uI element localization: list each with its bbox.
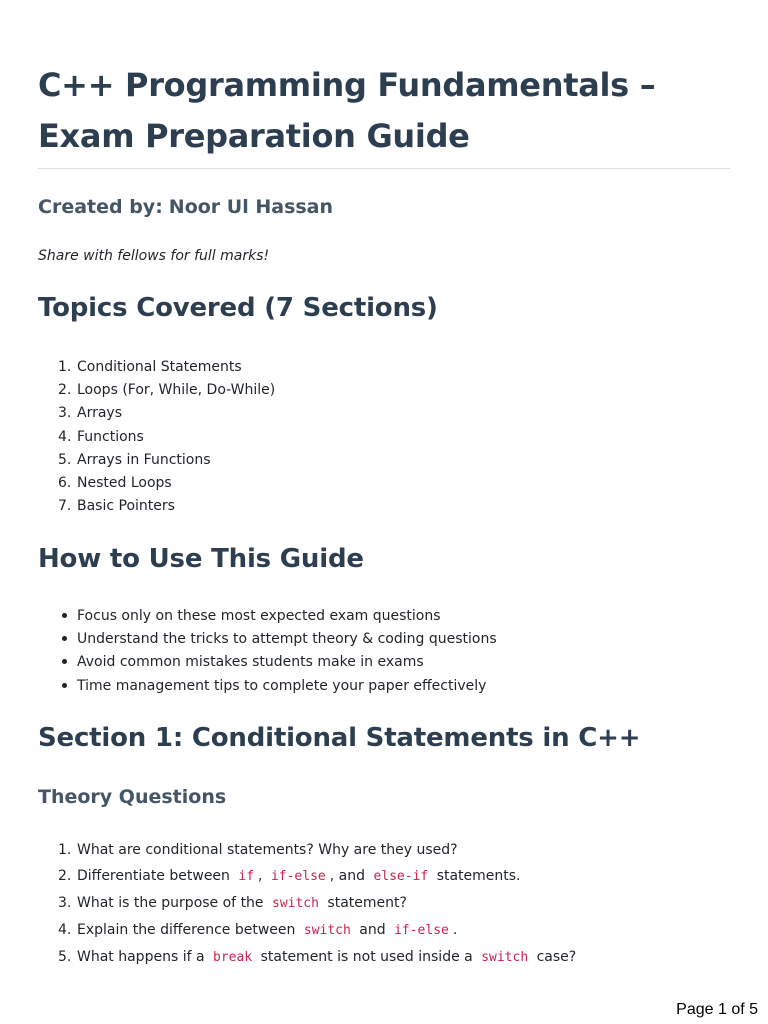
list-item: 1. Conditional Statements <box>58 359 242 375</box>
question-item: 1. What are conditional statements? Why are they used? <box>58 842 458 858</box>
list-item: 7. Basic Pointers <box>58 498 175 515</box>
section-1-heading: Section 1: Conditional Statements in C++ <box>38 723 641 753</box>
tagline: Share with fellows for full marks! <box>38 248 270 264</box>
list-item: Understand the tricks to attempt theory & coding questions <box>38 628 730 651</box>
code-break: break <box>213 950 253 965</box>
list-item: Focus only on these most expected exam questions <box>38 605 730 628</box>
how-to-use-heading: How to Use This Guide <box>38 544 364 574</box>
bullet-icon <box>62 659 67 664</box>
question-item: 3. What is the purpose of the switch statement? <box>58 895 407 911</box>
theory-questions-heading: Theory Questions <box>38 786 227 808</box>
author-label: Created by: <box>38 196 163 218</box>
list-item: 5. Arrays in Functions <box>58 451 211 468</box>
list-item: 2. Loops (For, While, Do-While) <box>58 382 276 399</box>
question-item: 2. Differentiate between if , if-else , and else-if statements. <box>58 868 521 884</box>
theory-questions-list <box>38 837 730 971</box>
author-name: Noor Ul Hassan <box>168 196 334 218</box>
bullet-icon <box>62 613 67 618</box>
code-switch: switch <box>303 923 351 938</box>
list-item: 6. Nested Loops <box>58 475 172 492</box>
topics-heading: Topics Covered (7 Sections) <box>38 293 438 323</box>
author-line <box>38 196 333 218</box>
code-if-else: if-else <box>394 923 449 938</box>
code-if: if <box>238 869 255 884</box>
code-if-else: if-else <box>270 869 326 884</box>
code-switch: switch <box>481 950 529 965</box>
question-item: 5. What happens if a break statement is not used inside a switch case? <box>58 949 577 965</box>
bullet-icon <box>62 636 67 641</box>
list-item: Time management tips to complete your paper effectively <box>38 675 730 698</box>
page-title: C++ Programming Fundamentals – Exam Preparation Guide <box>38 66 656 155</box>
code-else-if: else-if <box>373 869 429 884</box>
question-item: 4. Explain the difference between switch and if-else . <box>58 922 458 938</box>
list-item: Avoid common mistakes students make in exams <box>38 651 730 674</box>
bullet-icon <box>62 683 67 688</box>
page-number: Page 1 of 5 <box>676 1001 758 1018</box>
list-item: 4. Functions <box>58 428 144 445</box>
topics-list <box>38 356 730 518</box>
how-to-use-list <box>38 605 730 698</box>
title-divider <box>38 168 730 169</box>
code-switch: switch <box>272 896 319 911</box>
list-item: 3. Arrays <box>58 405 123 422</box>
